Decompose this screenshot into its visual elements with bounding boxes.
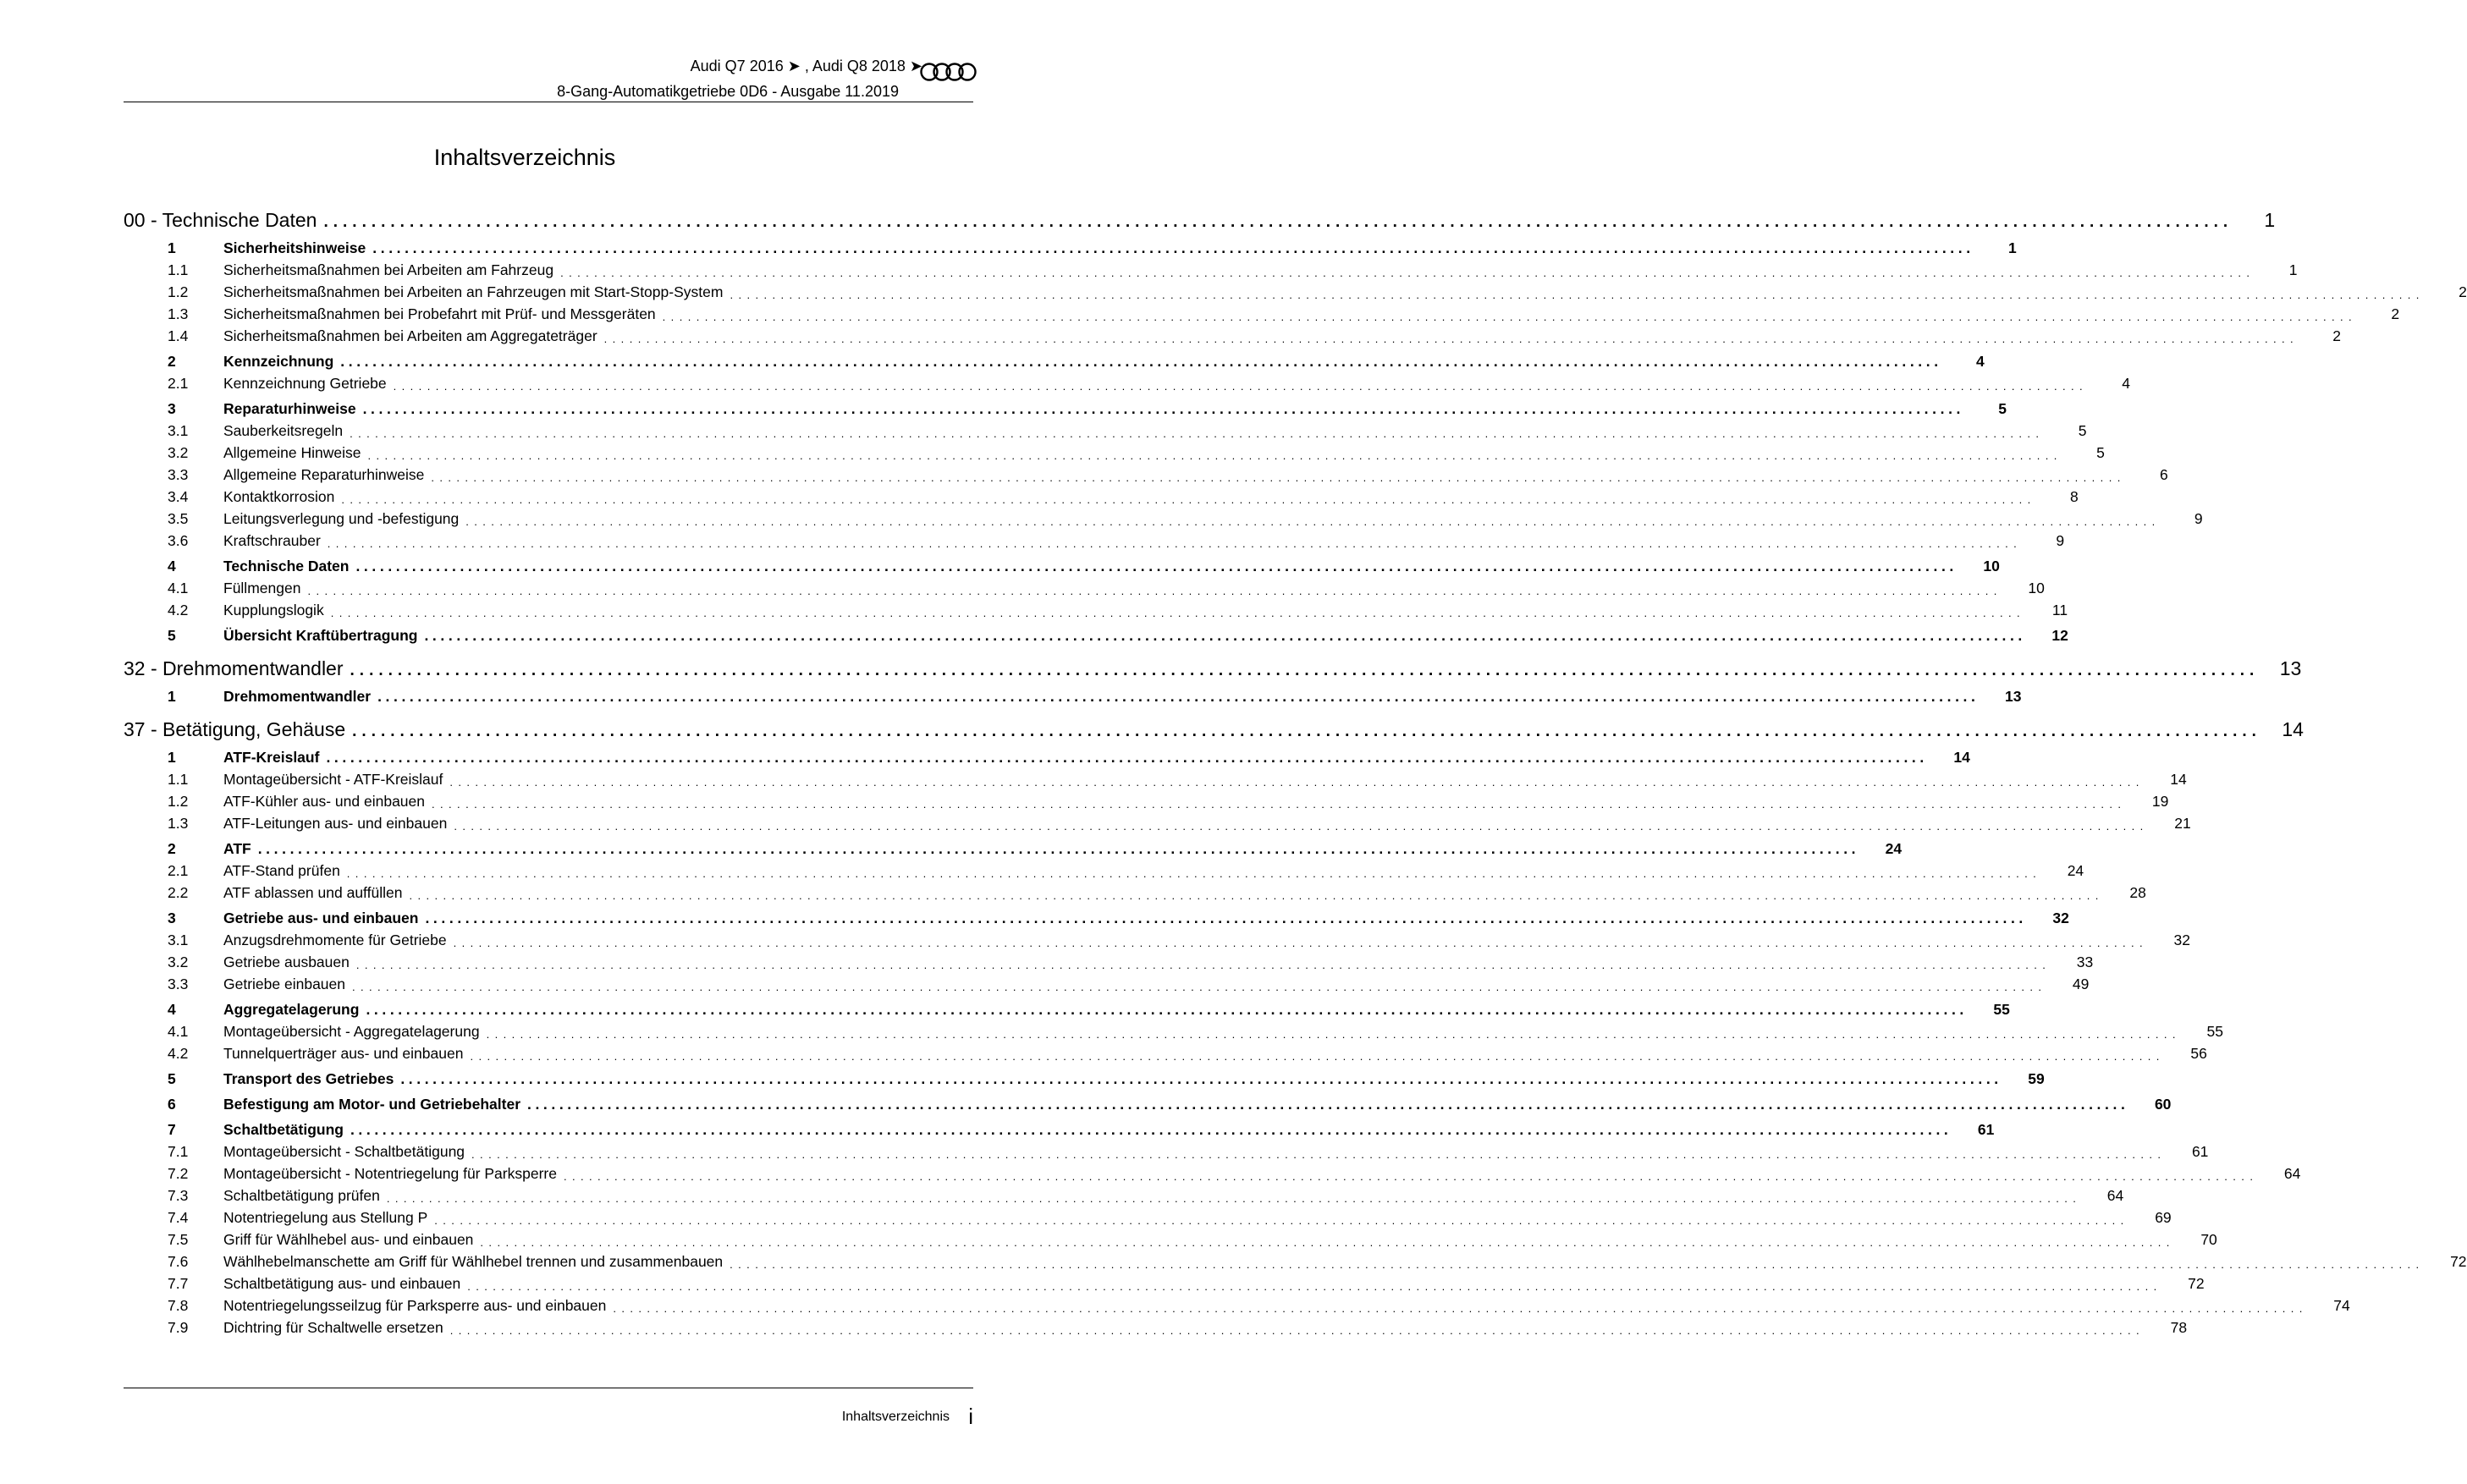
toc-leader-dots: ........................................................................................................................................................................................................ xyxy=(257,840,1860,857)
toc-number: 7.5 xyxy=(168,1231,189,1248)
toc-number: 3.1 xyxy=(168,422,189,439)
toc-leader-dots: ........................................................................................................................................................................................................ xyxy=(377,688,1980,705)
toc-title: Sicherheitsmaßnahmen bei Arbeiten am Fahrzeug xyxy=(223,261,560,279)
toc-title: Griff für Wählhebel aus- und einbauen xyxy=(223,1231,480,1249)
toc-page-number: 64 xyxy=(2283,1165,2301,1182)
toc-subsection[interactable] xyxy=(124,506,2203,528)
toc-section[interactable] xyxy=(124,1117,1995,1139)
toc-title: Kupplungslogik xyxy=(223,602,331,619)
toc-page-number: 5 xyxy=(1998,400,2007,417)
toc-page-number: 5 xyxy=(2078,422,2087,439)
toc-number: 3.4 xyxy=(168,488,189,505)
toc-number: 2.2 xyxy=(168,884,189,901)
toc-page-number: 4 xyxy=(1975,353,1985,370)
toc-number: 3.2 xyxy=(168,954,189,970)
toc-leader-dots: ........................................................................................................................................................................................................ xyxy=(434,1214,2129,1227)
toc-page-number: 2 xyxy=(2332,327,2342,344)
toc-title: 00 - Technische Daten xyxy=(124,209,323,232)
toc-page-number: 72 xyxy=(2188,1275,2205,1292)
toc-title: ATF-Kühler aus- und einbauen xyxy=(223,793,432,811)
toc-title: Technische Daten xyxy=(223,558,355,575)
toc-page-number: 59 xyxy=(2028,1070,2045,1087)
toc-page-number: 49 xyxy=(2072,976,2090,992)
table-of-contents xyxy=(124,201,2467,1337)
toc-title: Sicherheitsmaßnahmen bei Arbeiten an Fahrzeugen mit Start-Stopp-System xyxy=(223,283,730,301)
toc-leader-dots: ........................................................................................................................................................................................................ xyxy=(350,662,2260,679)
toc-number: 3.6 xyxy=(168,532,189,549)
toc-title: Notentriegelung aus Stellung P xyxy=(223,1209,434,1227)
toc-chapter[interactable] xyxy=(124,650,2302,680)
toc-leader-dots: ........................................................................................................................................................................................................ xyxy=(355,558,1958,574)
toc-number: 7.9 xyxy=(168,1319,189,1336)
toc-leader-dots: ........................................................................................................................................................................................................ xyxy=(323,213,2233,231)
toc-section[interactable] xyxy=(124,1066,2045,1088)
toc-page-number: 14 xyxy=(2170,771,2187,788)
toc-number: 5 xyxy=(168,1070,176,1087)
toc-subsection[interactable] xyxy=(124,811,2191,833)
toc-leader-dots: ........................................................................................................................................................................................................ xyxy=(425,910,2027,926)
toc-subsection[interactable] xyxy=(124,1227,2217,1249)
toc-number: 5 xyxy=(168,627,176,644)
toc-leader-dots: ........................................................................................................................................................................................................ xyxy=(346,867,2042,880)
toc-title: Schaltbetätigung xyxy=(223,1121,350,1139)
header-manual-title: 8-Gang-Automatikgetriebe 0D6 - Ausgabe 11.2019 xyxy=(557,83,899,100)
toc-leader-dots: ........................................................................................................................................................................................................ xyxy=(431,471,2126,484)
toc-page-number: 33 xyxy=(2076,954,2094,970)
toc-subsection[interactable] xyxy=(124,528,2065,550)
toc-number: 7.3 xyxy=(168,1187,189,1204)
toc-number: 3.3 xyxy=(168,976,189,992)
toc-page-number: 56 xyxy=(2190,1045,2207,1062)
toc-chapter[interactable] xyxy=(124,201,2276,232)
toc-leader-dots: ........................................................................................................................................................................................................ xyxy=(527,1096,2129,1113)
toc-leader-dots: ........................................................................................................................................................................................................ xyxy=(465,515,2161,528)
toc-subsection[interactable] xyxy=(124,301,2400,323)
toc-number: 4 xyxy=(168,1001,176,1018)
toc-page-number: 6 xyxy=(2160,466,2168,483)
toc-leader-dots: ........................................................................................................................................................................................................ xyxy=(352,723,2261,740)
toc-page-number: 64 xyxy=(2106,1187,2124,1204)
toc-number: 1.2 xyxy=(168,793,189,810)
toc-number: 3 xyxy=(168,400,176,417)
toc-number: 1.1 xyxy=(168,771,189,788)
toc-subsection[interactable] xyxy=(124,279,2467,301)
footer-label: Inhaltsverzeichnis xyxy=(841,1410,950,1424)
toc-leader-dots: ........................................................................................................................................................................................................ xyxy=(330,607,2026,619)
toc-page-number: 14 xyxy=(1953,749,1970,766)
toc-page-number: 70 xyxy=(2200,1231,2217,1248)
toc-leader-dots: ........................................................................................................................................................................................................ xyxy=(341,493,2036,506)
toc-number: 1.4 xyxy=(168,327,189,344)
toc-number: 4.2 xyxy=(168,602,189,618)
toc-title: Getriebe ausbauen xyxy=(223,954,356,971)
toc-number: 3 xyxy=(168,910,176,926)
toc-page-number: 4 xyxy=(2122,375,2131,392)
toc-title: Kennzeichnung Getriebe xyxy=(223,375,394,393)
toc-leader-dots: ........................................................................................................................................................................................................ xyxy=(326,749,1928,766)
toc-page-number: 55 xyxy=(2206,1023,2223,1040)
toc-title: Sicherheitsmaßnahmen bei Arbeiten am Aggregateträger xyxy=(223,327,604,345)
toc-subsection[interactable] xyxy=(124,1161,2301,1183)
toc-title: Reparaturhinweise xyxy=(223,400,363,418)
toc-page-number: 61 xyxy=(1977,1121,1995,1138)
toc-leader-dots: ........................................................................................................................................................................................................ xyxy=(454,820,2149,833)
toc-section[interactable] xyxy=(124,553,2000,575)
toc-title: Schaltbetätigung aus- und einbauen xyxy=(223,1275,467,1293)
toc-number: 2 xyxy=(168,353,176,370)
toc-title: Kontaktkorrosion xyxy=(223,488,341,506)
toc-number: 7.2 xyxy=(168,1165,189,1182)
toc-subsection[interactable] xyxy=(124,949,2094,971)
toc-title: Leitungsverlegung und -befestigung xyxy=(223,510,465,528)
toc-leader-dots: ........................................................................................................................................................................................................ xyxy=(424,627,2026,644)
toc-subsection[interactable] xyxy=(124,1271,2205,1293)
toc-leader-dots: ........................................................................................................................................................................................................ xyxy=(603,333,2299,345)
toc-subsection[interactable] xyxy=(124,371,2131,393)
toc-title: Schaltbetätigung prüfen xyxy=(223,1187,387,1205)
toc-title: ATF xyxy=(223,840,258,858)
toc-title: Kraftschrauber xyxy=(223,532,328,550)
toc-title: Sicherheitsmaßnahmen bei Probefahrt mit Prüf- und Messgeräten xyxy=(223,305,663,323)
toc-subsection[interactable] xyxy=(124,1315,2188,1337)
toc-title: Sauberkeitsregeln xyxy=(223,422,350,440)
toc-page-number: 32 xyxy=(2173,932,2190,948)
toc-number: 3.1 xyxy=(168,932,189,948)
toc-page-number: 19 xyxy=(2151,793,2169,810)
toc-subsection[interactable] xyxy=(124,971,2090,993)
toc-page-number: 5 xyxy=(2096,444,2105,461)
toc-section[interactable] xyxy=(124,235,2017,257)
page-title: Inhaltsverzeichnis xyxy=(433,145,616,170)
toc-leader-dots: ........................................................................................................................................................................................................ xyxy=(449,776,2145,789)
toc-leader-dots: ........................................................................................................................................................................................................ xyxy=(400,1070,2002,1087)
toc-number: 7.4 xyxy=(168,1209,189,1226)
toc-leader-dots: ........................................................................................................................................................................................................ xyxy=(367,449,2062,462)
toc-title: Getriebe aus- und einbauen xyxy=(223,910,425,927)
toc-subsection[interactable] xyxy=(124,597,2068,619)
toc-subsection[interactable] xyxy=(124,880,2146,902)
toc-title: Dichtring für Schaltwelle ersetzen xyxy=(223,1319,450,1337)
toc-page-number: 69 xyxy=(2155,1209,2172,1226)
toc-page-number: 9 xyxy=(2194,510,2203,527)
toc-subsection[interactable] xyxy=(124,767,2187,789)
toc-leader-dots: ........................................................................................................................................................................................................ xyxy=(613,1302,2308,1315)
toc-page-number: 72 xyxy=(2450,1253,2467,1270)
toc-leader-dots: ........................................................................................................................................................................................................ xyxy=(350,427,2045,440)
toc-subsection[interactable] xyxy=(124,858,2084,880)
toc-leader-dots: ........................................................................................................................................................................................................ xyxy=(453,937,2148,949)
toc-page-number: 60 xyxy=(2154,1096,2172,1113)
toc-number: 7.1 xyxy=(168,1143,189,1160)
toc-title: Notentriegelungsseilzug für Parksperre aus- und einbauen xyxy=(223,1297,613,1315)
toc-page-number: 2 xyxy=(2459,283,2467,300)
toc-page-number: 10 xyxy=(1983,558,2000,574)
toc-subsection[interactable] xyxy=(124,440,2105,462)
toc-subsection[interactable] xyxy=(124,1205,2172,1227)
toc-subsection[interactable] xyxy=(124,927,2190,949)
toc-number: 3.3 xyxy=(168,466,189,483)
toc-leader-dots: ........................................................................................................................................................................................................ xyxy=(449,1324,2145,1337)
toc-number: 1 xyxy=(168,688,176,705)
toc-number: 7.7 xyxy=(168,1275,189,1292)
toc-page-number: 1 xyxy=(2007,239,2017,256)
toc-page-number: 14 xyxy=(2282,718,2304,740)
toc-subsection[interactable] xyxy=(124,323,2342,345)
toc-number: 1.3 xyxy=(168,815,189,832)
toc-subsection[interactable] xyxy=(124,418,2087,440)
toc-title: ATF-Kreislauf xyxy=(223,749,326,767)
toc-leader-dots: ........................................................................................................................................................................................................ xyxy=(307,585,2002,597)
toc-number: 1 xyxy=(168,749,176,766)
toc-title: ATF-Stand prüfen xyxy=(223,862,347,880)
toc-title: Drehmomentwandler xyxy=(223,688,377,706)
toc-title: 32 - Drehmomentwandler xyxy=(124,657,350,680)
toc-title: 37 - Betätigung, Gehäuse xyxy=(124,718,352,741)
toc-title: Montageübersicht - Notentriegelung für Parksperre xyxy=(223,1165,564,1183)
toc-title: Montageübersicht - Aggregatelagerung xyxy=(223,1023,487,1041)
toc-leader-dots: ........................................................................................................................................................................................................ xyxy=(662,311,2358,323)
toc-leader-dots: ........................................................................................................................................................................................................ xyxy=(372,239,1974,256)
toc-title: Anzugsdrehmomente für Getriebe xyxy=(223,932,454,949)
toc-section[interactable] xyxy=(124,684,2022,706)
toc-number: 2.1 xyxy=(168,375,189,392)
toc-section[interactable] xyxy=(124,836,1903,858)
toc-page-number: 2 xyxy=(2391,305,2400,322)
toc-page-number: 61 xyxy=(2191,1143,2209,1160)
toc-title: Montageübersicht - ATF-Kreislauf xyxy=(223,771,449,789)
toc-number: 1.1 xyxy=(168,261,189,278)
toc-page-number: 10 xyxy=(2028,580,2045,596)
toc-leader-dots: ........................................................................................................................................................................................................ xyxy=(486,1028,2181,1041)
toc-title: Allgemeine Hinweise xyxy=(223,444,367,462)
toc-subsection[interactable] xyxy=(124,1139,2209,1161)
toc-page-number: 12 xyxy=(2051,627,2068,644)
toc-number: 3.5 xyxy=(168,510,189,527)
toc-leader-dots: ........................................................................................................................................................................................................ xyxy=(730,1258,2425,1271)
toc-page-number: 1 xyxy=(2264,209,2276,231)
toc-section[interactable] xyxy=(124,905,2069,927)
toc-page-number: 24 xyxy=(1885,840,1903,857)
toc-leader-dots: ........................................................................................................................................................................................................ xyxy=(362,400,1964,417)
toc-section[interactable] xyxy=(124,745,1970,767)
toc-title: Tunnelquerträger aus- und einbauen xyxy=(223,1045,470,1063)
toc-leader-dots: ........................................................................................................................................................................................................ xyxy=(355,959,2051,971)
toc-section[interactable] xyxy=(124,396,2007,418)
toc-subsection[interactable] xyxy=(124,484,2079,506)
toc-title: Befestigung am Motor- und Getriebehalter xyxy=(223,1096,527,1113)
toc-page-number: 24 xyxy=(2067,862,2084,879)
toc-number: 1 xyxy=(168,239,176,256)
toc-subsection[interactable] xyxy=(124,789,2169,811)
toc-number: 7.6 xyxy=(168,1253,189,1270)
toc-title: Füllmengen xyxy=(223,580,307,597)
toc-leader-dots: ........................................................................................................................................................................................................ xyxy=(327,537,2023,550)
toc-title: Allgemeine Reparaturhinweise xyxy=(223,466,431,484)
toc-leader-dots: ........................................................................................................................................................................................................ xyxy=(386,1192,2082,1205)
toc-title: Kennzeichnung xyxy=(223,353,340,371)
toc-title: Wählhebelmanschette am Griff für Wählhebel trennen und zusammenbauen xyxy=(223,1253,730,1271)
toc-subsection[interactable] xyxy=(124,575,2045,597)
toc-title: Aggregatelagerung xyxy=(223,1001,366,1019)
toc-leader-dots: ........................................................................................................................................................................................................ xyxy=(470,1050,2165,1063)
toc-number: 4.1 xyxy=(168,580,189,596)
toc-section[interactable] xyxy=(124,623,2068,645)
toc-page-number: 13 xyxy=(2279,657,2302,679)
toc-page-number: 8 xyxy=(2069,488,2079,505)
toc-leader-dots: ........................................................................................................................................................................................................ xyxy=(393,380,2089,393)
toc-section[interactable] xyxy=(124,997,2010,1019)
toc-leader-dots: ........................................................................................................................................................................................................ xyxy=(352,981,2047,993)
toc-title: ATF-Leitungen aus- und einbauen xyxy=(223,815,454,833)
toc-leader-dots: ........................................................................................................................................................................................................ xyxy=(366,1001,1968,1018)
toc-title: Transport des Getriebes xyxy=(223,1070,400,1088)
toc-leader-dots: ........................................................................................................................................................................................................ xyxy=(350,1121,1952,1138)
toc-subsection[interactable] xyxy=(124,257,2298,279)
toc-leader-dots: ........................................................................................................................................................................................................ xyxy=(563,1170,2259,1183)
toc-page-number: 32 xyxy=(2052,910,2069,926)
toc-number: 4.1 xyxy=(168,1023,189,1040)
page-number: i xyxy=(968,1404,973,1429)
toc-leader-dots: ........................................................................................................................................................................................................ xyxy=(730,289,2425,301)
toc-number: 7 xyxy=(168,1121,176,1138)
toc-leader-dots: ........................................................................................................................................................................................................ xyxy=(409,889,2104,902)
toc-leader-dots: ........................................................................................................................................................................................................ xyxy=(471,1148,2167,1161)
toc-title: Montageübersicht - Schaltbetätigung xyxy=(223,1143,471,1161)
toc-page-number: 1 xyxy=(2288,261,2298,278)
toc-page-number: 21 xyxy=(2174,815,2191,832)
toc-chapter[interactable] xyxy=(124,711,2304,741)
toc-leader-dots: ........................................................................................................................................................................................................ xyxy=(432,798,2127,811)
toc-leader-dots: ........................................................................................................................................................................................................ xyxy=(467,1280,2162,1293)
toc-number: 3.2 xyxy=(168,444,189,461)
toc-page-number: 74 xyxy=(2333,1297,2350,1314)
toc-number: 1.3 xyxy=(168,305,189,322)
toc-page-number: 13 xyxy=(2005,688,2022,705)
header-vehicles: Audi Q7 2016 ➤ , Audi Q8 2018 ➤ xyxy=(690,58,922,74)
toc-section[interactable] xyxy=(124,349,1985,371)
toc-title: Getriebe einbauen xyxy=(223,976,352,993)
toc-number: 2 xyxy=(168,840,176,857)
toc-page-number: 9 xyxy=(2056,532,2065,549)
toc-leader-dots: ........................................................................................................................................................................................................ xyxy=(340,353,1942,370)
toc-subsection[interactable] xyxy=(124,1183,2124,1205)
toc-title: Übersicht Kraftübertragung xyxy=(223,627,424,645)
toc-number: 6 xyxy=(168,1096,176,1113)
toc-subsection[interactable] xyxy=(124,1249,2467,1271)
toc-subsection[interactable] xyxy=(124,462,2168,484)
toc-title: ATF ablassen und auffüllen xyxy=(223,884,409,902)
toc-subsection[interactable] xyxy=(124,1019,2223,1041)
toc-page-number: 11 xyxy=(2051,602,2068,618)
toc-number: 4.2 xyxy=(168,1045,189,1062)
toc-number: 4 xyxy=(168,558,176,574)
toc-leader-dots: ........................................................................................................................................................................................................ xyxy=(560,267,2255,279)
toc-page-number: 55 xyxy=(1993,1001,2010,1018)
toc-page-number: 78 xyxy=(2170,1319,2188,1336)
toc-subsection[interactable] xyxy=(124,1041,2207,1063)
audi-rings-logo xyxy=(920,62,977,82)
toc-subsection[interactable] xyxy=(124,1293,2350,1315)
toc-number: 1.2 xyxy=(168,283,189,300)
toc-section[interactable] xyxy=(124,1091,2172,1113)
toc-title: Sicherheitshinweise xyxy=(223,239,372,257)
toc-number: 7.8 xyxy=(168,1297,189,1314)
toc-page-number: 28 xyxy=(2129,884,2146,901)
toc-leader-dots: ........................................................................................................................................................................................................ xyxy=(480,1236,2175,1249)
toc-number: 2.1 xyxy=(168,862,189,879)
